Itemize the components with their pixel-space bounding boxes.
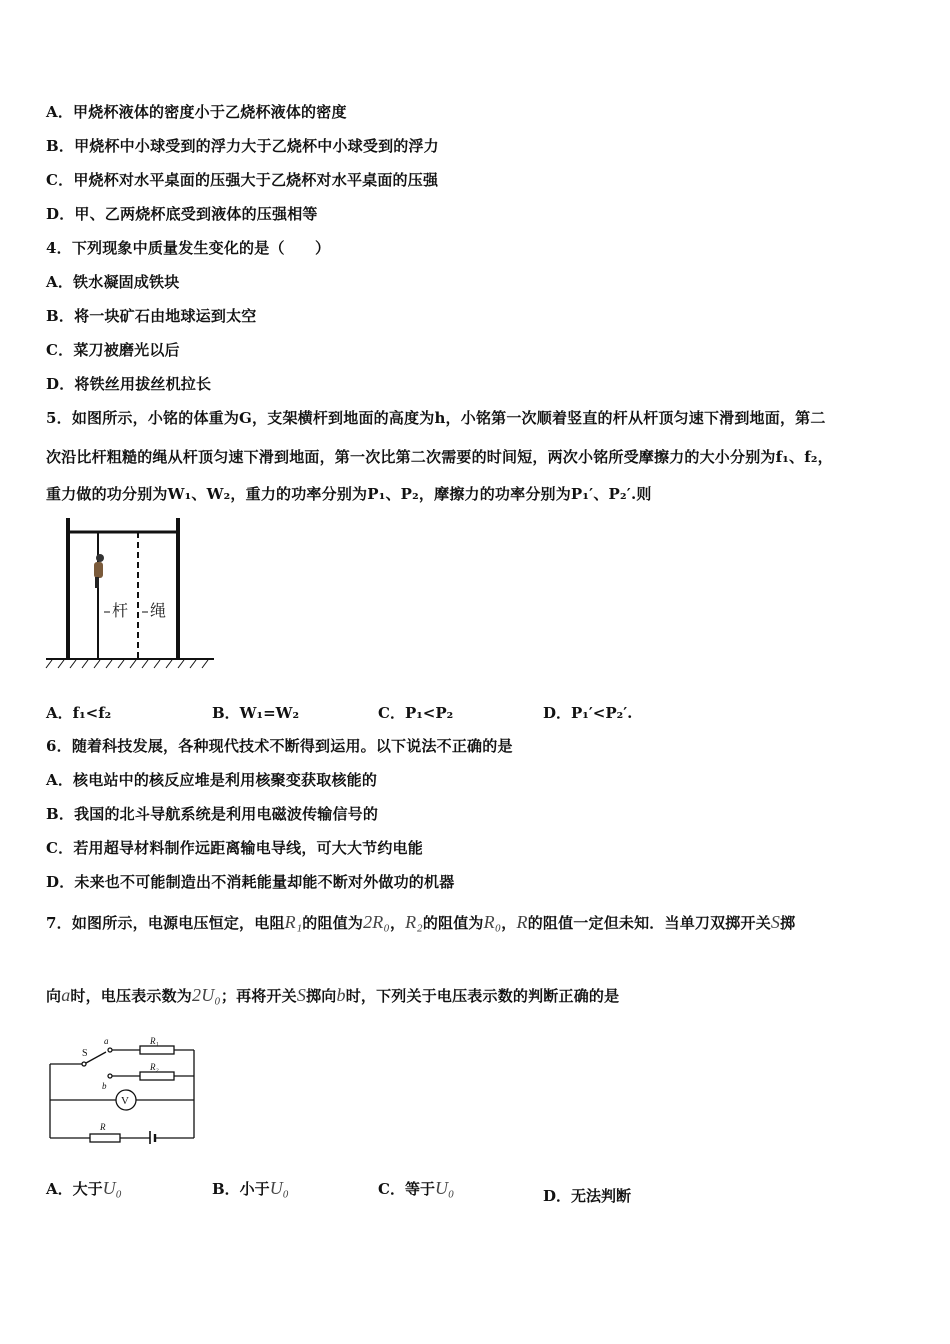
q7-option-b: B．小于U₀ — [212, 1178, 289, 1198]
q5-stem-line2: 次沿比杆粗糙的绳从杆顶匀速下滑到地面，第一次比第二次需要的时间短，两次小铭所受摩擦力的大小分别为f₁、f₂， — [46, 448, 833, 466]
circuit-r-label: R — [100, 1122, 106, 1132]
q5-stem-line1: 5．如图所示，小铭的体重为G，支架横杆到地面的高度为h，小铭第一次顺着竖直的杆从杆顶匀速下滑到地面，第二 — [46, 409, 826, 427]
s-symbol: S — [770, 912, 781, 932]
q6-stem: 6．随着科技发展，各种现代技术不断得到运用。以下说法不正确的是 — [46, 737, 513, 755]
q5-option-a: A．f₁<f₂ — [46, 704, 112, 722]
r-symbol: R — [516, 912, 528, 932]
q5-option-c: C．P₁<P₂ — [378, 704, 454, 722]
circuit-s-label: S — [82, 1048, 88, 1059]
circuit-b-label: b — [102, 1081, 107, 1091]
r1-symbol: R₁ — [284, 912, 303, 932]
s-symbol-2: S — [296, 985, 307, 1005]
r2-symbol: R₂ — [405, 912, 423, 932]
climber-figure — [94, 554, 104, 588]
q5-option-d: D．P₁′<P₂′. — [543, 704, 633, 722]
voltmeter-label: V — [121, 1095, 129, 1107]
q5-pole-rope-figure — [44, 514, 216, 670]
q7-stem-line1: 7．如图所示，电源电压恒定，电阻R₁的阻值为2R₀，R₂的阻值为R₀，R的阻值一定但未知．当单刀双掷开关S掷 — [46, 912, 796, 932]
circuit-a-label: a — [104, 1036, 109, 1046]
q5-stem-line3: 重力做的功分别为W₁、W₂，重力的功率分别为P₁、P₂，摩擦力的功率分别为P₁′、P₂′.则 — [46, 485, 652, 503]
two-u0-symbol: 2U₀ — [192, 985, 221, 1005]
q7-option-c: C．等于U₀ — [378, 1178, 455, 1198]
two-r0-symbol: 2R₀ — [363, 912, 390, 932]
q6-option-a: A．核电站中的核反应堆是利用核聚变获取核能的 — [46, 771, 378, 789]
q6-option-d: D．未来也不可能制造出不消耗能量却能不断对外做功的机器 — [46, 873, 455, 891]
q6-option-b: B．我国的北斗导航系统是利用电磁波传输信号的 — [46, 805, 379, 823]
q7-option-d: D．无法判断 — [543, 1187, 632, 1205]
q4-option-c: C．菜刀被磨光以后 — [46, 341, 180, 359]
q4-option-a: A．铁水凝固成铁块 — [46, 273, 180, 291]
q7-option-a: A．大于U₀ — [46, 1178, 122, 1198]
circuit-r2-label: R₂ — [150, 1062, 159, 1072]
q3-option-b: B．甲烧杯中小球受到的浮力大于乙烧杯中小球受到的浮力 — [46, 137, 439, 155]
q6-option-c: C．若用超导材料制作远距离输电导线，可大大节约电能 — [46, 839, 423, 857]
circuit-r1-label: R₁ — [150, 1036, 159, 1046]
q3-option-a: A．甲烧杯液体的密度小于乙烧杯液体的密度 — [46, 103, 347, 121]
q7-stem-line2: 向a时，电压表示数为2U₀；再将开关S掷向b时，下列关于电压表示数的判断正确的是 — [46, 985, 620, 1005]
q4-stem: 4．下列现象中质量发生变化的是（ ） — [46, 239, 331, 257]
b-symbol: b — [336, 985, 346, 1005]
pole-label: 杆 — [112, 603, 129, 620]
rope-label: 绳 — [150, 603, 167, 620]
q4-option-d: D．将铁丝用拔丝机拉长 — [46, 375, 212, 393]
q7-circuit-diagram — [44, 1034, 200, 1144]
q3-option-c: C．甲烧杯对水平桌面的压强大于乙烧杯对水平桌面的压强 — [46, 171, 439, 189]
q5-option-b: B．W₁=W₂ — [212, 704, 300, 722]
a-symbol: a — [61, 985, 71, 1005]
r0-symbol: R₀ — [483, 912, 502, 932]
q4-option-b: B．将一块矿石由地球运到太空 — [46, 307, 257, 325]
q3-option-d: D．甲、乙两烧杯底受到液体的压强相等 — [46, 205, 318, 223]
